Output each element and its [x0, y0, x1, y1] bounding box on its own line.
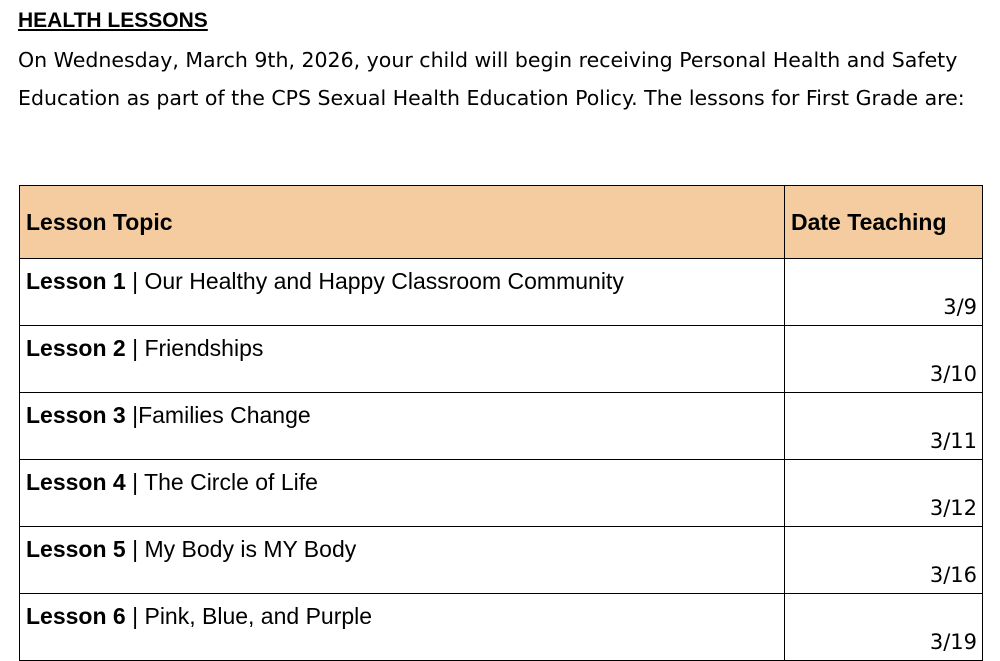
- lesson-topic-cell: [20, 393, 785, 460]
- column-header-lesson-topic: Lesson Topic: [20, 186, 785, 259]
- intro-paragraph: On Wednesday, March 9th, 2026, your child will begin receiving Personal Health and Safety Education as part of the CPS Sexual Health Education Policy. The lessons for First Grade are:: [18, 48, 965, 110]
- lesson-title: | My Body is MY Body: [125, 536, 357, 562]
- lesson-number: Lesson 3: [26, 402, 126, 428]
- lesson-title: | Friendships: [125, 335, 264, 361]
- lesson-date-cell: 3/9: [785, 259, 983, 326]
- lesson-topic-cell: [20, 527, 785, 594]
- table-header-row: [20, 186, 983, 259]
- column-header-date-teaching: Date Teaching: [785, 186, 983, 259]
- table-row: [20, 460, 983, 527]
- table-row: [20, 527, 983, 594]
- lesson-title: | Pink, Blue, and Purple: [125, 603, 373, 629]
- table-row: [20, 326, 983, 393]
- lesson-title: | The Circle of Life: [125, 469, 318, 495]
- lesson-title: |Families Change: [125, 402, 311, 428]
- lesson-number: Lesson 1: [26, 268, 126, 294]
- lesson-date-cell: 3/12: [785, 460, 983, 527]
- lesson-date-cell: 3/10: [785, 326, 983, 393]
- lesson-number: Lesson 2: [26, 335, 126, 361]
- lesson-topic-cell: [20, 326, 785, 393]
- lesson-date-cell: 3/11: [785, 393, 983, 460]
- lesson-date-cell: 3/16: [785, 527, 983, 594]
- document-heading: HEALTH LESSONS: [18, 9, 208, 32]
- lesson-number: Lesson 6: [26, 603, 126, 629]
- lesson-date-cell: 3/19: [785, 594, 983, 661]
- lesson-topic-cell: [20, 594, 785, 661]
- lessons-table: [19, 185, 983, 661]
- lesson-number: Lesson 5: [26, 536, 126, 562]
- lesson-number: Lesson 4: [26, 469, 126, 495]
- lesson-title: | Our Healthy and Happy Classroom Community: [125, 268, 624, 294]
- table-row: [20, 259, 983, 326]
- table-row: [20, 393, 983, 460]
- table-row: [20, 594, 983, 661]
- lesson-topic-cell: [20, 460, 785, 527]
- lesson-topic-cell: [20, 259, 785, 326]
